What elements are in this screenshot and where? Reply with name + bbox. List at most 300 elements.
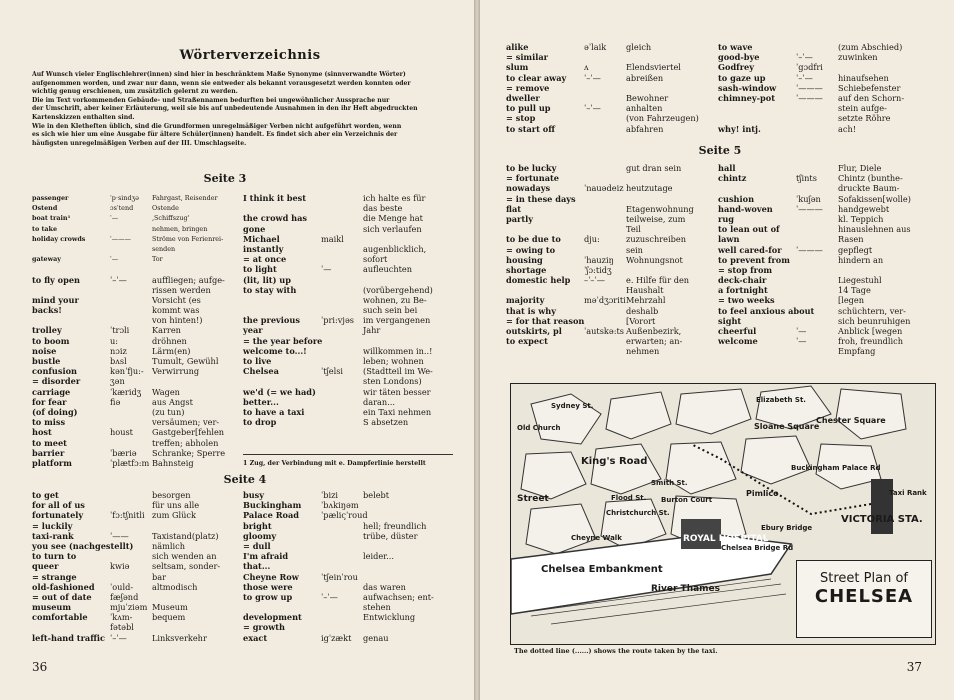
vocab-translation: hinauslehnen aus <box>838 224 911 235</box>
vocab-row <box>32 295 237 305</box>
vocab-row <box>243 633 453 643</box>
vocab-phonetic: ˈ— <box>796 326 807 336</box>
vocab-headword: = remove <box>506 82 550 93</box>
vocab-row <box>243 612 453 622</box>
vocab-headword: those were <box>243 581 293 592</box>
intro-line: aufgenommen worden, und zwar nur dann, wenn sie entweder als bekannt vorausgesetzt werden konnten oder <box>32 79 411 87</box>
vocab-row <box>506 224 716 234</box>
vocab-row <box>718 52 928 62</box>
vocab-translation: kommt was <box>152 305 200 316</box>
vocab-translation: Empfang <box>838 346 876 357</box>
vocab-row <box>243 417 453 427</box>
vocab-row <box>506 316 716 326</box>
vocab-headword: = fortunate <box>506 173 559 184</box>
vocab-row <box>506 62 716 72</box>
vocab-row <box>243 602 453 612</box>
vocab-headword: to feel anxious about <box>718 305 815 316</box>
vocab-translation: Wohnungsnot <box>626 254 683 265</box>
vocab-phonetic: ˈ–ˈ— <box>584 72 601 83</box>
vocab-row <box>32 356 237 366</box>
vocab-headword: = disorder <box>32 376 81 387</box>
vocab-row <box>32 448 237 458</box>
vocab-headword: to get <box>32 490 59 500</box>
vocab-row <box>32 264 237 274</box>
vocab-row <box>718 73 928 83</box>
vocab-translation: [legen <box>838 295 865 306</box>
vocab-headword: to prevent from <box>718 254 790 265</box>
vocab-translation: Anblick [wegen <box>838 326 903 336</box>
page-number-left: 36 <box>32 660 48 674</box>
vocab-headword: = out of date <box>32 591 92 602</box>
vocab-translation: leben; wohnen <box>363 356 424 366</box>
vocab-phonetic: fətəbl <box>110 622 134 633</box>
vocab-row <box>506 42 716 52</box>
vocab-translation: teilweise, zum <box>626 213 686 224</box>
vocab-headword: outskirts, pl <box>506 326 562 336</box>
vocab-headword: = strange <box>32 571 77 582</box>
vocab-phonetic: ˈ–ˈ— <box>110 274 127 285</box>
vocab-row <box>243 582 453 592</box>
map-label-old-church: Old Church <box>517 424 561 432</box>
vocab-row <box>243 592 453 602</box>
vocab-translation: versäumen; ver- <box>152 417 220 428</box>
vocab-translation: Teil <box>626 224 641 235</box>
vocab-headword: to lean out of <box>718 224 780 235</box>
vocab-row <box>718 316 928 326</box>
vocab-row <box>506 346 716 356</box>
vocab-translation: aufwachsen; ent- <box>363 591 434 602</box>
vocab-row <box>718 83 928 93</box>
vocab-row <box>243 531 453 541</box>
vocab-translation: senden <box>152 244 176 253</box>
vocab-phonetic: ˈ–ˈ— <box>796 52 813 63</box>
vocab-translation: such sein bei <box>363 305 418 316</box>
vocab-row <box>32 376 237 386</box>
map-label-kings-road: King's Road <box>581 456 648 467</box>
vocab-row <box>243 305 453 315</box>
vocab-headword: year <box>243 325 263 336</box>
vocab-translation: Verwirrung <box>152 366 200 377</box>
vocab-row <box>243 295 453 305</box>
vocab-headword: better... <box>243 396 279 407</box>
vocab-row <box>243 622 453 632</box>
vocab-headword: majority <box>506 295 545 306</box>
vocab-row <box>32 325 237 335</box>
vocab-row <box>243 203 453 213</box>
vocab-row <box>243 244 453 254</box>
vocab-headword: Ostend <box>32 204 58 213</box>
vocab-row <box>718 285 928 295</box>
vocab-translation: nehmen, bringen <box>152 224 208 233</box>
vocab-headword: to have a taxi <box>243 406 305 417</box>
vocab-phonetic: ʌ <box>584 62 589 73</box>
vocab-translation: wohnen, zu Be- <box>363 294 427 305</box>
map-label-river-thames: River Thames <box>651 584 721 594</box>
map-label-taxi-rank: Taxi Rank <box>889 489 927 497</box>
vocab-translation: stehen <box>363 602 391 613</box>
vocab-headword: to light <box>243 264 277 275</box>
vocab-headword: to boom <box>32 335 70 346</box>
vocab-headword: = at once <box>243 254 287 265</box>
vocab-row <box>506 336 716 346</box>
vocab-headword: instantly <box>243 243 284 254</box>
vocab-row <box>32 521 237 531</box>
vocab-phonetic: ˈplætfɔ:m <box>110 457 150 468</box>
vocab-translation: Fahrgast, Reisender <box>152 194 218 202</box>
vocab-phonetic: ˈhauziŋ <box>584 254 614 265</box>
vocab-row <box>718 214 928 224</box>
vocab-headword: for fear <box>32 396 67 407</box>
vocab-headword: Buckingham <box>243 500 302 511</box>
vocab-translation: Mehrzahl <box>626 295 666 306</box>
map-label-street: Street <box>517 494 549 504</box>
vocab-row <box>718 336 928 346</box>
vocab-column-4 <box>243 490 453 643</box>
vocab-phonetic: ˈbʌkiŋəm <box>321 500 359 511</box>
vocab-headword: Chelsea <box>243 366 279 377</box>
vocab-headword: flat <box>506 203 522 214</box>
vocab-translation: Entwicklung <box>363 612 416 623</box>
vocab-row <box>718 183 928 193</box>
vocab-column-6 <box>718 42 928 134</box>
vocab-translation: (von Fahrzeugen) <box>626 113 699 124</box>
vocab-phonetic: əˈlaik <box>584 42 607 52</box>
vocab-headword: hall <box>718 163 736 173</box>
vocab-translation: stein aufge- <box>838 103 887 114</box>
vocab-row <box>243 407 453 417</box>
vocab-phonetic: ˈkʌm- <box>110 612 133 623</box>
vocab-headword: shortage <box>506 264 547 275</box>
vocab-row <box>32 213 237 223</box>
vocab-row <box>506 124 716 134</box>
vocab-translation: Haushalt <box>626 285 664 296</box>
vocab-translation: besorgen <box>152 490 191 500</box>
vocab-row <box>243 500 453 510</box>
vocab-headword: nowadays <box>506 183 551 194</box>
vocab-translation: treffen; abholen <box>152 437 219 448</box>
vocab-headword: gloomy <box>243 530 277 541</box>
vocab-headword: host <box>32 427 52 438</box>
vocab-translation: ein Taxi nehmen <box>363 406 432 417</box>
vocab-row <box>243 285 453 295</box>
vocab-translation: dröhnen <box>152 335 187 346</box>
vocab-row <box>243 572 453 582</box>
vocab-row <box>243 315 453 325</box>
vocab-headword: cheerful <box>718 326 757 336</box>
vocab-headword: fortunately <box>32 510 84 521</box>
vocab-row <box>32 622 237 632</box>
vocab-phonetic: –ˈ–ˈ— <box>584 275 605 286</box>
vocab-row <box>32 224 237 234</box>
vocab-row <box>506 285 716 295</box>
vocab-row <box>718 204 928 214</box>
vocab-translation: Rasen <box>838 234 864 245</box>
map-label-chelsea-bridge-rd: Chelsea Bridge Rd <box>721 544 794 552</box>
vocab-row <box>32 531 237 541</box>
vocab-translation: erwarten; an- <box>626 336 683 347</box>
footnote: 1 Zug, der Verbindung mit e. Dampferlinie herstellt <box>243 460 426 467</box>
vocab-headword: Michael <box>243 233 280 244</box>
vocab-translation: froh, freundlich <box>838 336 904 347</box>
vocab-translation: (zum Abschied) <box>838 42 903 52</box>
vocab-row <box>506 204 716 214</box>
vocab-translation: Liegestuhl <box>838 275 882 286</box>
vocab-row <box>506 93 716 103</box>
vocab-row <box>32 336 237 346</box>
vocab-translation: auffliegen; aufge- <box>152 274 225 285</box>
vocab-headword: chintz <box>718 173 747 184</box>
vocab-phonetic: ˈautskə:ts <box>584 326 624 336</box>
vocab-headword: taxi-rank <box>32 530 74 541</box>
vocab-headword: rug <box>718 213 734 224</box>
vocab-row <box>506 245 716 255</box>
vocab-headword: for all of us <box>32 500 85 511</box>
map-title-box <box>796 560 932 638</box>
vocab-translation: Außenbezirk, <box>626 326 682 336</box>
vocab-headword: housing <box>506 254 543 265</box>
vocab-row <box>718 62 928 72</box>
vocab-headword: that... <box>243 561 271 572</box>
vocab-column-1 <box>32 193 237 468</box>
vocab-translation: [Vorort <box>626 315 656 326</box>
vocab-row <box>32 602 237 612</box>
vocab-translation: Chintz (bunthe- <box>838 173 903 184</box>
vocab-headword: gateway <box>32 255 61 264</box>
vocab-headword: = similar <box>506 52 548 63</box>
vocab-row <box>243 264 453 274</box>
intro-line: Kartenskizzen enthalten sind. <box>32 113 135 121</box>
vocab-row <box>32 572 237 582</box>
vocab-row <box>718 42 928 52</box>
vocab-phonetic: ˈ——— <box>110 234 131 243</box>
vocab-row <box>32 244 237 254</box>
vocab-row <box>718 163 928 173</box>
vocab-translation: zum Glück <box>152 510 196 521</box>
section-heading-seite-5: Seite 5 <box>698 144 742 157</box>
vocab-translation: im vergangenen <box>363 315 431 326</box>
vocab-headword: hand-woven <box>718 203 773 214</box>
map-label-chelsea-embankment: Chelsea Embankment <box>541 564 663 575</box>
vocab-headword: = for that reason <box>506 315 585 326</box>
vocab-phonetic: houst <box>110 427 133 438</box>
vocab-headword: the previous <box>243 315 300 326</box>
vocab-row <box>32 582 237 592</box>
street-plan-map <box>510 383 936 645</box>
vocab-row <box>243 234 453 244</box>
vocab-headword: to take <box>32 224 58 233</box>
vocab-headword: to be due to <box>506 234 561 245</box>
vocab-translation: leider... <box>363 551 394 562</box>
vocab-phonetic: igˈzækt <box>321 632 352 643</box>
map-label-smith-st: Smith St. <box>651 479 688 487</box>
section-heading-seite-4: Seite 4 <box>223 473 267 486</box>
vocab-translation: sich beunruhigen <box>838 315 911 326</box>
vocab-phonetic: ˈ——— <box>796 244 823 255</box>
vocab-headword: = luckily <box>32 520 73 531</box>
map-label-chester-square: Chester Square <box>816 416 886 425</box>
vocab-row <box>506 163 716 173</box>
vocab-row <box>718 173 928 183</box>
vocab-phonetic: ˈ——— <box>796 203 823 214</box>
vocab-phonetic: ˈ— <box>796 336 807 347</box>
vocab-row <box>506 214 716 224</box>
vocab-translation: Bewohner <box>626 92 669 103</box>
vocab-translation: Ostende <box>152 204 179 213</box>
vocab-phonetic: dju: <box>584 234 600 245</box>
map-label-cheyne-walk: Cheyne Walk <box>571 534 622 542</box>
vocab-translation: handgewebt <box>838 203 890 214</box>
vocab-row <box>506 83 716 93</box>
vocab-row <box>243 387 453 397</box>
vocab-headword: = owing to <box>506 244 556 255</box>
vocab-translation: Ströme von Ferienrei- <box>152 234 224 243</box>
vocab-translation: Karren <box>152 325 181 336</box>
intro-line: Die im Text vorkommenden Gebäude- und Straßennamen bedurften bei ungewöhnlicher Aussprache nur <box>32 96 390 104</box>
vocab-row <box>718 113 928 123</box>
vocab-headword: to fly open <box>32 274 81 285</box>
vocab-row <box>718 224 928 234</box>
vocab-row <box>32 541 237 551</box>
vocab-phonetic: ˈnauədeiz <box>584 183 624 194</box>
vocab-row <box>718 326 928 336</box>
vocab-phonetic: nɔiz <box>110 345 127 356</box>
vocab-row <box>32 346 237 356</box>
vocab-translation: abfahren <box>626 123 664 134</box>
vocab-row <box>32 285 237 295</box>
vocab-row <box>32 417 237 427</box>
vocab-headword: domestic help <box>506 275 571 286</box>
vocab-headword: old-fashioned <box>32 581 95 592</box>
vocab-headword: Cheyne Row <box>243 571 299 582</box>
vocab-phonetic: ˈbizi <box>321 490 339 500</box>
vocab-row <box>718 93 928 103</box>
vocab-headword: lawn <box>718 234 740 245</box>
vocab-row <box>718 265 928 275</box>
left-page <box>0 0 474 700</box>
vocab-headword: platform <box>32 457 72 468</box>
vocab-phonetic: ʒən <box>110 376 125 387</box>
vocab-headword: alike <box>506 42 529 52</box>
vocab-headword: that is why <box>506 305 557 316</box>
vocab-headword: to miss <box>32 417 66 428</box>
vocab-row <box>506 73 716 83</box>
vocab-row <box>718 124 928 134</box>
vocab-row <box>243 551 453 561</box>
vocab-column-7 <box>506 163 716 357</box>
vocab-translation: Etagenwohnung <box>626 203 694 214</box>
vocab-headword: (of doing) <box>32 406 78 417</box>
vocab-phonetic: fiə <box>110 396 121 407</box>
vocab-translation: augenblicklich, <box>363 243 427 254</box>
vocab-translation: Gastgeber[fehlen <box>152 427 225 438</box>
vocab-headword: deck-chair <box>718 275 767 286</box>
vocab-phonetic: ˈ——— <box>796 92 823 103</box>
vocab-translation: aus Angst <box>152 396 193 407</box>
vocab-headword: holiday crowds <box>32 234 86 243</box>
vocab-translation: Lärm(en) <box>152 345 191 356</box>
vocab-row <box>243 213 453 223</box>
vocab-row <box>506 234 716 244</box>
map-label-ebury-bridge: Ebury Bridge <box>761 524 813 532</box>
vocab-headword: I think it best <box>243 193 307 203</box>
vocab-translation: (Stadtteil im We- <box>363 366 433 377</box>
vocab-phonetic: ˈ–ˈ— <box>584 103 601 114</box>
vocab-row <box>718 194 928 204</box>
vocab-row <box>243 336 453 346</box>
vocab-translation: trübe, düster <box>363 530 418 541</box>
vocab-translation: schüchtern, ver- <box>838 305 906 316</box>
vocab-phonetic: ˈ— <box>110 214 119 223</box>
vocab-phonetic: ˈtʃelsi <box>321 366 344 377</box>
vocab-row <box>32 500 237 510</box>
vocab-row <box>506 275 716 285</box>
vocab-headword: passenger <box>32 194 69 202</box>
vocab-headword: good-bye <box>718 52 760 63</box>
map-title-line-1: Street Plan of <box>820 571 908 586</box>
right-page <box>480 0 954 700</box>
vocab-headword: = two weeks <box>718 295 775 306</box>
vocab-phonetic: tʃints <box>796 173 817 184</box>
vocab-translation: deshalb <box>626 305 659 316</box>
vocab-headword: why! intj. <box>718 123 761 134</box>
vocab-row <box>32 305 237 315</box>
vocab-translation: von hinten!) <box>152 315 203 326</box>
vocab-translation: Vorsicht (es <box>152 294 201 305</box>
vocab-phonetic: bʌsl <box>110 356 127 366</box>
section-heading-seite-3: Seite 3 <box>203 172 247 185</box>
vocab-phonetic: ˈfɔ:tʃnitli <box>110 510 145 521</box>
vocab-translation: (zu tun) <box>152 406 185 417</box>
vocab-translation: daran... <box>363 396 395 407</box>
vocab-headword: slum <box>506 62 529 73</box>
vocab-headword: chimney-pot <box>718 92 775 103</box>
vocab-column-5 <box>506 42 716 134</box>
vocab-row <box>718 245 928 255</box>
vocab-headword: = dull <box>243 540 271 551</box>
vocab-headword: Palace Road <box>243 510 299 521</box>
vocab-row <box>32 234 237 244</box>
vocab-headword: to grow up <box>243 591 293 602</box>
vocab-headword: boat train¹ <box>32 214 71 223</box>
vocab-translation: gleich <box>626 42 652 52</box>
vocab-phonetic: ɔsˈtend <box>110 204 134 213</box>
vocab-translation: wir täten besser <box>363 386 431 397</box>
vocab-headword: = growth <box>243 622 285 633</box>
vocab-row <box>32 254 237 264</box>
vocab-row <box>32 397 237 407</box>
vocab-headword: a fortnight <box>718 285 768 296</box>
vocab-headword: you see (nachgestellt) <box>32 540 134 551</box>
page-number-right: 37 <box>906 660 922 674</box>
vocab-row <box>718 234 928 244</box>
vocab-row <box>243 397 453 407</box>
vocab-row <box>32 407 237 417</box>
vocab-row <box>32 366 237 376</box>
vocab-translation: belebt <box>363 490 390 500</box>
vocab-translation: sten Londons) <box>363 376 422 387</box>
vocab-headword: carriage <box>32 386 71 397</box>
vocab-translation: setzte Röhre <box>838 113 891 124</box>
vocab-headword: gone <box>243 223 266 234</box>
vocab-translation: bequem <box>152 612 186 623</box>
vocab-row <box>32 203 237 213</box>
vocab-headword: barrier <box>32 447 65 458</box>
vocab-translation: gepflegt <box>838 244 873 255</box>
vocab-translation: hell; freundlich <box>363 520 427 531</box>
vocab-row <box>243 366 453 376</box>
vocab-headword: backs! <box>32 305 62 316</box>
vocab-row <box>243 521 453 531</box>
